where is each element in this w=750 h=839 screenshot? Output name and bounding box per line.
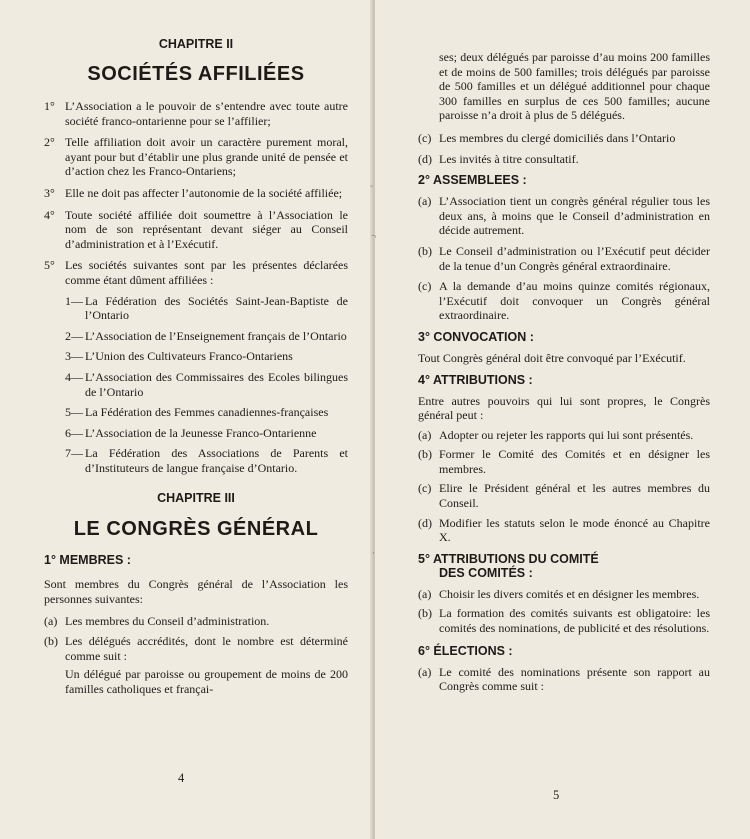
attributions-item: (a) Adopter ou rejeter les rapports qui lui sont présentés. <box>418 427 694 442</box>
comite-item: (a) Choisir les divers comités et en désigner les membres. <box>418 586 700 601</box>
left-page <box>0 0 373 839</box>
membres-item-a: (a) Les membres du Conseil d’administration. <box>44 613 270 628</box>
attributions-item: (d) Modifier les statuts selon le mode énoncé au Chapitre X. <box>418 515 710 545</box>
affiliated-societies-list <box>44 294 348 476</box>
assemblees-item: (a) L’Association tient un congrès général régulier tous les deux ans, à moins que le Conseil d’administration en décide autrement. <box>418 194 710 238</box>
society-item: 7— La Fédération des Associations de Parents et d’Instituteurs de langue française d’Ontario. <box>65 446 348 475</box>
elections-heading: 6° ÉLECTIONS : <box>418 643 513 658</box>
page-number-left: 4 <box>178 771 185 785</box>
page-number-right: 5 <box>553 788 560 802</box>
membres-b-continuation: ses; deux délégués par paroisse d’au moins 200 familles et de moins de 500 familles; trois délégués par paroisse de 500 familles et un délégué additionnel pour chaque 300 familles en surplus de ces 500 familles; aucune paroisse n’a droit à plus de 5 délégués. <box>439 50 710 123</box>
comite-heading-line2: DES COMITÉS : <box>439 565 533 580</box>
attributions-heading: 4° ATTRIBUTIONS : <box>418 372 533 387</box>
elections-item: (a) Le comité des nominations présente son rapport au Congrès comme suit : <box>418 664 710 694</box>
chapter-ii-label: CHAPITRE II <box>158 37 234 51</box>
membres-b-detail: Un délégué par paroisse ou groupement de moins de 200 familles catholiques et françai- <box>65 667 348 697</box>
convocation-text: Tout Congrès général doit être convoqué par l’Exécutif. <box>418 350 686 365</box>
chapter-ii-title: SOCIÉTÉS AFFILIÉES <box>87 63 305 85</box>
comite-heading-line1: 5° ATTRIBUTIONS DU COMITÉ <box>418 551 599 566</box>
article-2: 2° Telle affiliation doit avoir un caractère purement moral, ayant pour but d’établir une plus grande unité de pensée et d’action chez les Franco-Ontariens; <box>44 135 348 179</box>
membres-item-d: (d) Les invités à titre consultatif. <box>418 151 579 166</box>
society-item: 3— L’Union des Cultivateurs Franco-Ontariens <box>65 349 293 364</box>
membres-item-c: (c) Les membres du clergé domiciliés dans l’Ontario <box>418 130 676 145</box>
society-item: 1— La Fédération des Sociétés Saint-Jean-Baptiste de l’Ontario <box>65 293 348 323</box>
attributions-item: (c) Elire le Président général et les autres membres du Conseil. <box>418 481 710 511</box>
article-5: 5° Les sociétés suivantes sont par les présentes déclarées comme étant dûment affiliées : <box>44 258 348 287</box>
chapter-iii-label: CHAPITRE III <box>157 491 235 506</box>
comite-item: (b) La formation des comités suivants est obligatoire: les comités des nominations, de publicité et des résolutions. <box>418 606 710 636</box>
membres-heading: 1° MEMBRES : <box>44 553 131 568</box>
assemblees-heading: 2° ASSEMBLEES : <box>418 173 527 188</box>
attributions-intro: Entre autres pouvoirs qui lui sont propres, le Congrès général peut : <box>418 393 710 423</box>
right-page <box>375 0 750 839</box>
ink-speck: ˘ <box>370 184 373 194</box>
ink-speck: · <box>372 548 375 558</box>
society-item: 2— L’Association de l’Enseignement français de l’Ontario <box>65 328 347 343</box>
attributions-item: (b) Former le Comité des Comités et en désigner les membres. <box>418 447 710 476</box>
article-1: 1° L’Association a le pouvoir de s’entendre avec toute autre société franco-ontarienne pour se l’affilier; <box>44 99 348 128</box>
convocation-heading: 3° CONVOCATION : <box>418 329 534 344</box>
society-item: 5— La Fédération des Femmes canadiennes-françaises <box>65 405 329 420</box>
article-4: 4° Toute société affiliée doit soumettre à l’Association le nom de son représentant devant siéger au Conseil d’administration et à l’Exécutif. <box>44 207 348 251</box>
article-3: 3° Elle ne doit pas affecter l’autonomie de la société affiliée; <box>44 185 343 200</box>
chapter-iii-title: LE CONGRÈS GÉNÉRAL <box>73 518 319 541</box>
membres-intro: Sont membres du Congrès général de l’Association les personnes suivantes: <box>44 577 348 607</box>
membres-item-b: (b) Les délégués accrédités, dont le nombre est déterminé comme suit : <box>44 634 348 663</box>
assemblees-item: (c) A la demande d’au moins quinze comités régionaux, l’Exécutif doit convoquer un Congrès général extraordinaire. <box>418 279 710 323</box>
society-item: 6— L’Association de la Jeunesse Franco-Ontarienne <box>65 425 317 440</box>
society-item: 4— L’Association des Commissaires des Ecoles bilingues de l’Ontario <box>65 369 348 399</box>
assemblees-item: (b) Le Conseil d’administration ou l’Exécutif peut décider de la tenue d’un Congrès général extraordinaire. <box>418 243 710 273</box>
ink-speck: ¬ <box>371 231 377 241</box>
